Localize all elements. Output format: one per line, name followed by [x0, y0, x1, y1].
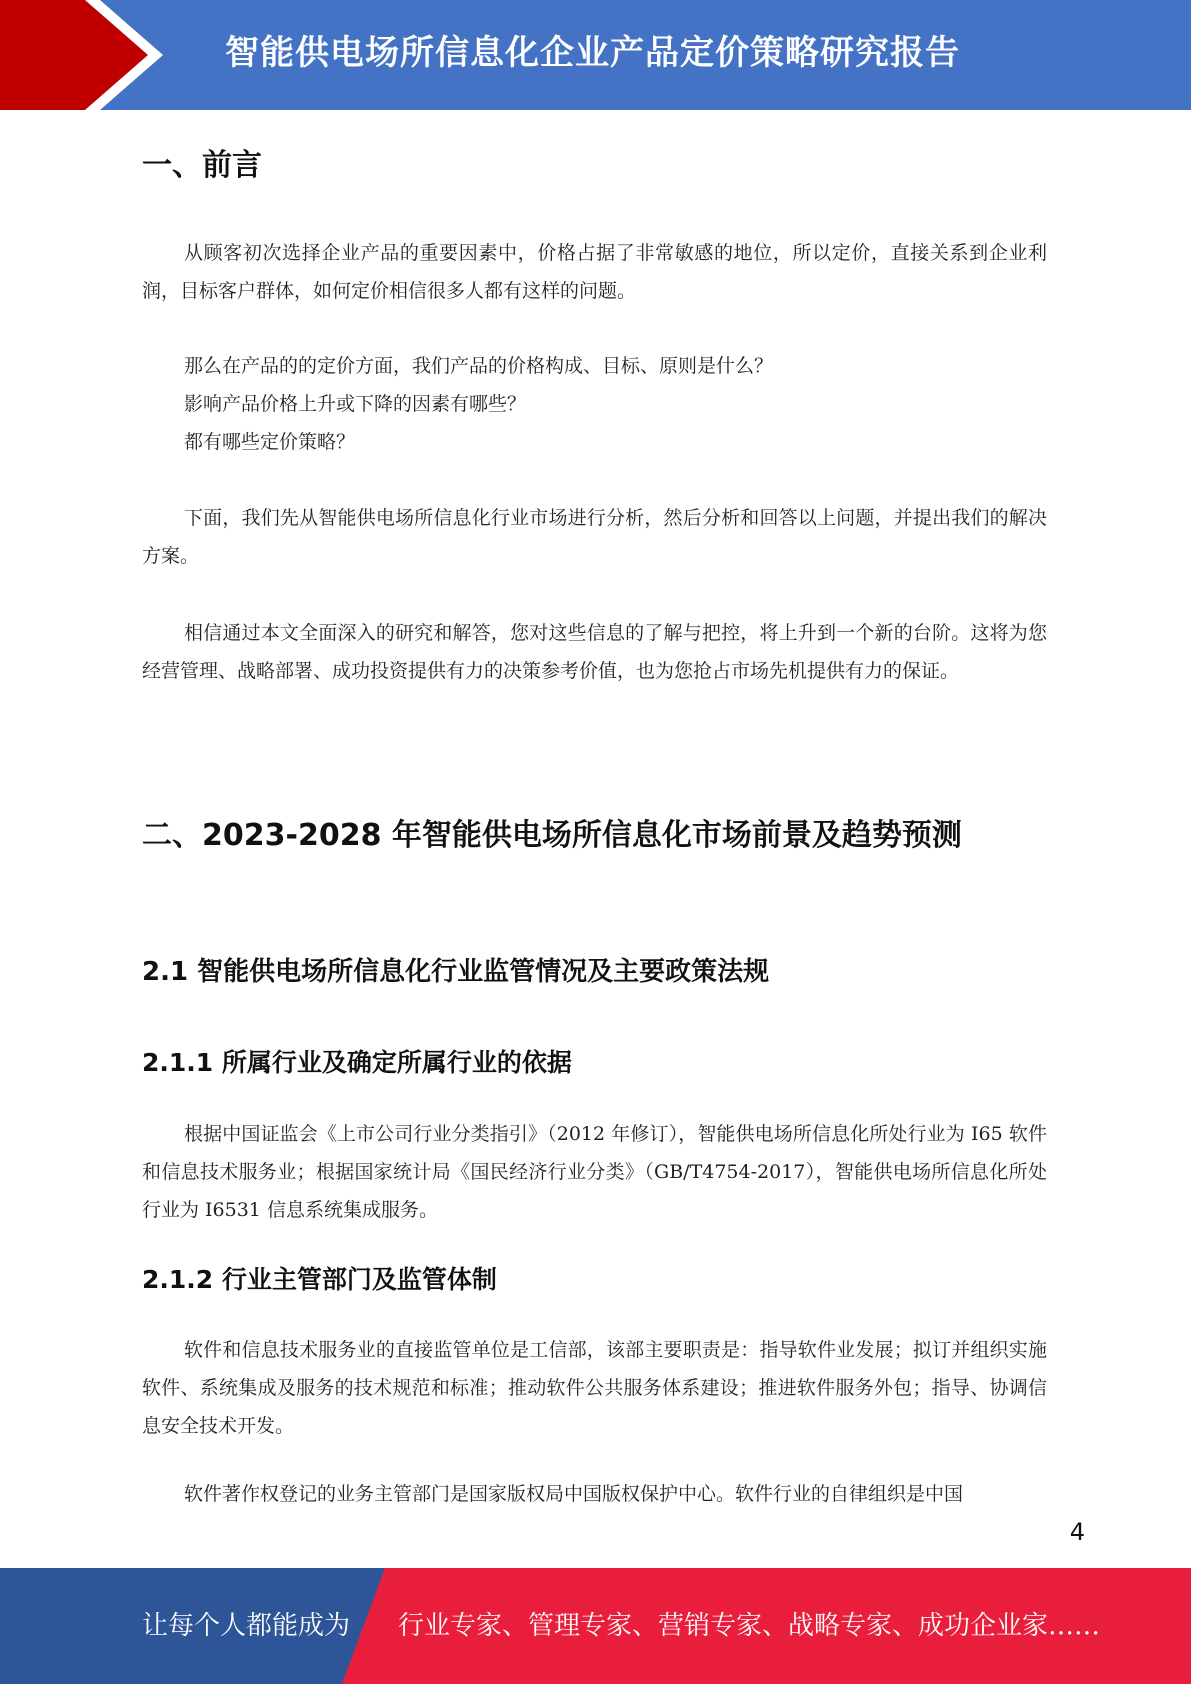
question-3: 都有哪些定价策略？ — [184, 431, 356, 453]
section-heading-forecast: 二、2023-2028 年智能供电场所信息化市场前景及趋势预测 — [142, 818, 962, 853]
report-title: 智能供电场所信息化企业产品定价策略研究报告 — [225, 33, 960, 73]
footer-slogan-left: 让每个人都能成为 — [142, 1611, 351, 1641]
subsection-heading-2-1-1: 2.1.1 所属行业及确定所属行业的依据 — [142, 1048, 572, 1077]
paragraph-conclusion: 相信通过本文全面深入的研究和解答，您对这些信息的了解与把控，将上升到一个新的台阶。这将为您经营管理、战略部署、成功投资提供有力的决策参考价值，也为您抢占市场先机提供有力的保证。 — [142, 622, 1047, 682]
section-heading-preface: 一、前言 — [142, 148, 262, 183]
question-1: 那么在产品的的定价方面，我们产品的价格构成、目标、原则是什么？ — [184, 355, 774, 377]
paragraph-industry-classification: 根据中国证监会《上市公司行业分类指引》（2012 年修订），智能供电场所信息化所处行业为 I65 软件和信息技术服务业；根据国家统计局《国民经济行业分类》（GB/T4754-2017），智能供电场所信息化所处行业为 I6531 信息系统集成服务。 — [142, 1123, 1047, 1221]
paragraph-regulator: 软件和信息技术服务业的直接监管单位是工信部，该部主要职责是：指导软件业发展；拟订并组织实施软件、系统集成及服务的技术规范和标准；推动软件公共服务体系建设；推进软件服务外包；指导、协调信息安全技术开发。 — [142, 1339, 1047, 1437]
paragraph-analysis: 下面，我们先从智能供电场所信息化行业市场进行分析，然后分析和回答以上问题，并提出我们的解决方案。 — [142, 507, 1047, 567]
footer-banner — [0, 1568, 1191, 1684]
paragraph-intro: 从顾客初次选择企业产品的重要因素中，价格占据了非常敏感的地位，所以定价，直接关系到企业利润，目标客户群体，如何定价相信很多人都有这样的问题。 — [142, 242, 1047, 302]
footer-slogan-right: 行业专家、管理专家、营销专家、战略专家、成功企业家…… — [398, 1611, 1101, 1641]
paragraph-copyright-authority: 软件著作权登记的业务主管部门是国家版权局中国版权保护中心。软件行业的自律组织是中国 — [184, 1483, 964, 1505]
question-2: 影响产品价格上升或下降的因素有哪些？ — [184, 393, 527, 415]
header-banner — [0, 0, 1191, 110]
page-number: 4 — [1069, 1518, 1085, 1546]
subsection-heading-2-1: 2.1 智能供电场所信息化行业监管情况及主要政策法规 — [142, 957, 770, 987]
subsection-heading-2-1-2: 2.1.2 行业主管部门及监管体制 — [142, 1265, 497, 1294]
